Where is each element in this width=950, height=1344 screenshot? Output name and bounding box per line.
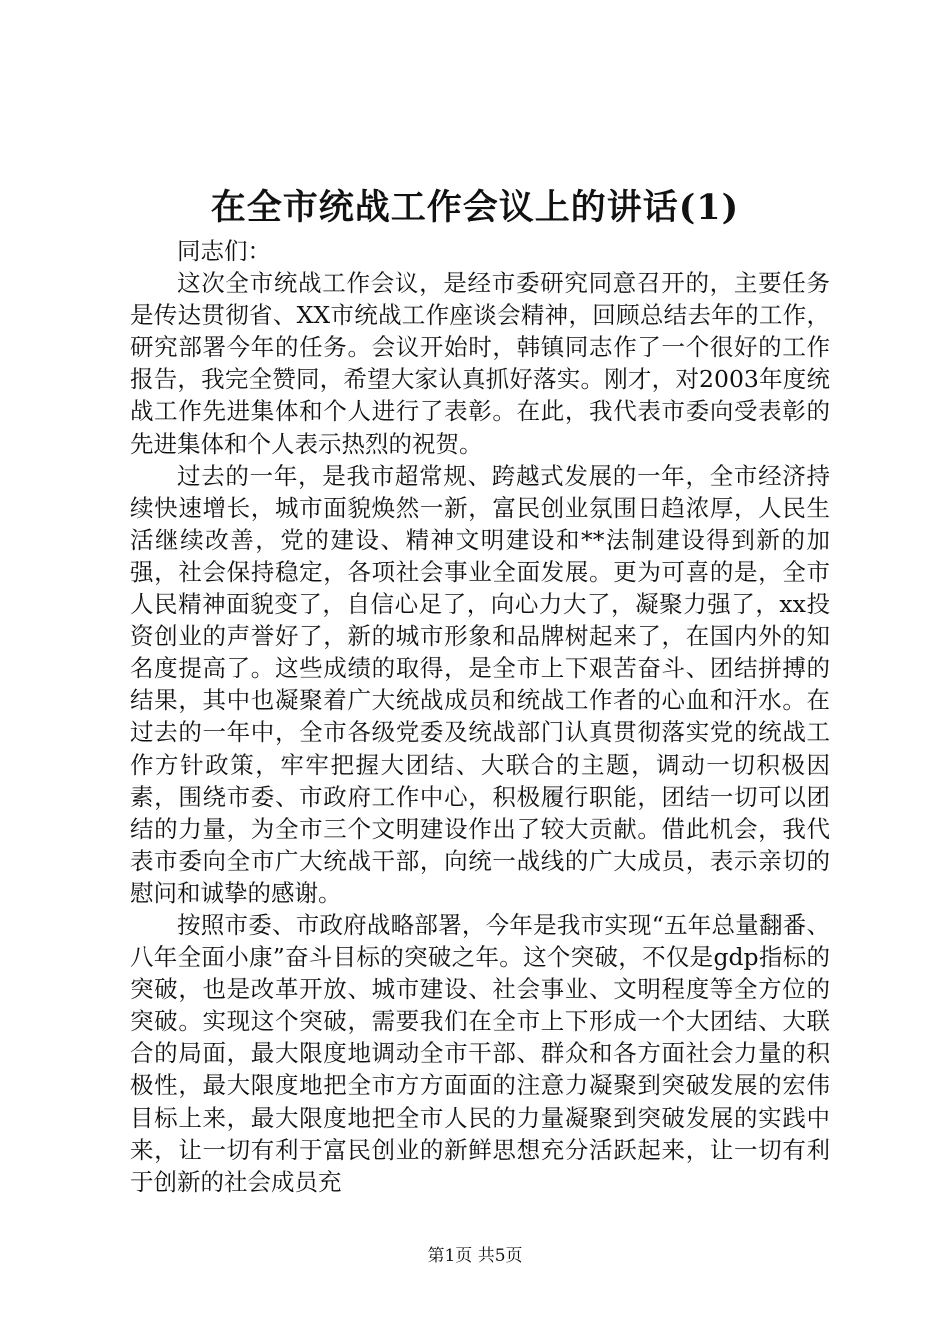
document-body [130,235,830,1198]
paragraph-1: 这次全市统战工作会议，是经市委研究同意召开的，主要任务是传达贯彻省、XX市统战工作座谈会精神，回顾总结去年的工作，研究部署今年的任务。会议开始时，韩镇同志作了一个很好的工作报告，我完全赞同，希望大家认真抓好落实。刚才，对2003年度统战工作先进集体和个人进行了表彰。在此，我代表市委向受表彰的先进集体和个人表示热烈的祝贺。 [130,269,830,458]
page-number-footer: 第1页 共5页 [427,1246,523,1266]
paragraph-3: 按照市委、市政府战略部署，今年是我市实现“五年总量翻番、八年全面小康”奋斗目标的突破之年。这个突破，不仅是gdp指标的突破，也是改革开放、城市建设、社会事业、文明程度等全方位的突破。实现这个突破，需要我们在全市上下形成一个大团结、大联合的局面，最大限度地调动全市干部、群众和各方面社会力量的积极性，最大限度地把全市方方面面的注意力凝聚到突破发展的宏伟目标上来，最大限度地把全市人民的力量凝聚到突破发展的实践中来，让一切有利于富民创业的新鲜思想充分活跃起来，让一切有利于创新的社会成员充 [130,910,830,1196]
salutation: 同志们： [177,237,271,265]
paragraph-2: 过去的一年，是我市超常规、跨越式发展的一年，全市经济持续快速增长，城市面貌焕然一新，富民创业氛围日趋浓厚，人民生活继续改善，党的建设、精神文明建设和**法制建设得到新的加强，社会保持稳定，各项社会事业全面发展。更为可喜的是，全市人民精神面貌变了，自信心足了，向心力大了，凝聚力强了，xx投资创业的声誉好了，新的城市形象和品牌树起来了，在国内外的知名度提高了。这些成绩的取得，是全市上下艰苦奋斗、团结拼搏的结果，其中也凝聚着广大统战成员和统战工作者的心血和汗水。在过去的一年中，全市各级党委及统战部门认真贯彻落实党的统战工作方针政策，牢牢把握大团结、大联合的主题，调动一切积极因素，围绕市委、市政府工作中心，积极履行职能，团结一切可以团结的力量，为全市三个文明建设作出了较大贡献。借此机会，我代表市委向全市广大统战干部，向统一战线的广大成员，表示亲切的慰问和诚挚的感谢。 [130,461,830,907]
document-title: 在全市统战工作会议上的讲话(1) [210,187,740,228]
